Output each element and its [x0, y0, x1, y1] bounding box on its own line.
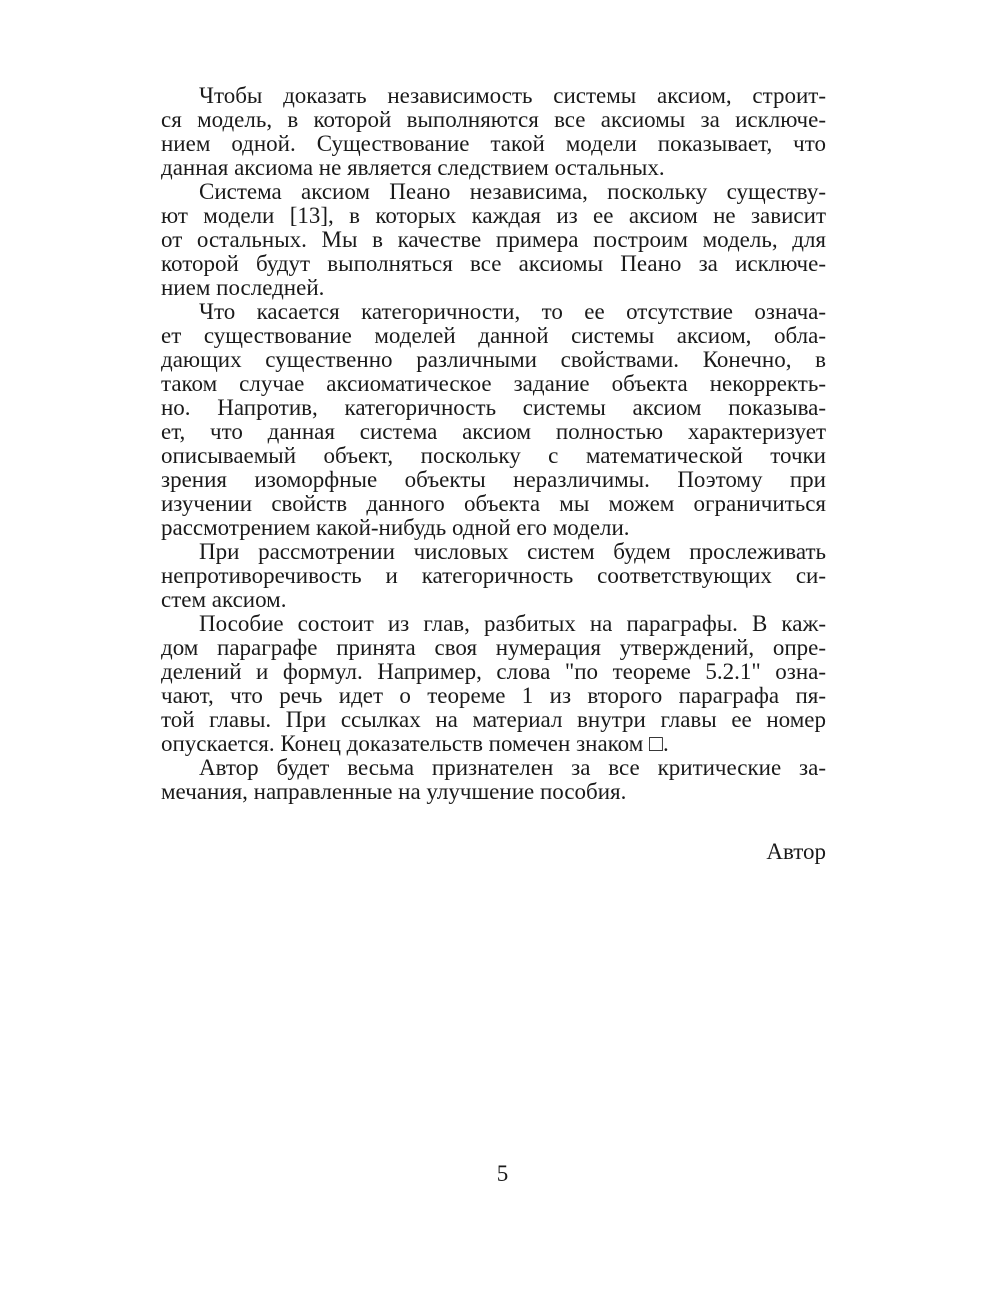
text-line: нием последней. — [161, 275, 325, 300]
text-line: дом параграфе принята своя нумерация утверждений, опре- — [161, 635, 826, 660]
text-line: зрения изоморфные объекты неразличимы. Поэтому при — [161, 467, 826, 492]
body-text — [161, 84, 826, 804]
text-line: ет, что данная система аксиом полностью характеризует — [161, 419, 826, 444]
text-line: таком случае аксиоматическое задание объекта некорректь- — [161, 371, 826, 396]
text-line: При рассмотрении числовых систем будем прослеживать — [199, 539, 826, 564]
text-line: мечания, направленные на улучшение пособия. — [161, 779, 627, 804]
text-line: ют модели [13], в которых каждая из ее аксиом не зависит — [161, 203, 826, 228]
text-line: опускается. Конец доказательств помечен знаком □. — [161, 731, 669, 756]
paragraph-number-systems — [161, 540, 826, 612]
page-number: 5 — [496, 1161, 509, 1186]
text-line: той главы. При ссылках на материал внутри главы ее номер — [161, 707, 826, 732]
text-line: ет существование моделей данной системы аксиом, обла- — [161, 323, 826, 348]
text-line: от остальных. Мы в качестве примера построим модель, для — [161, 227, 826, 252]
text-line: дающих существенно различными свойствами. Конечно, в — [161, 347, 826, 372]
text-line: ся модель, в которой выполняются все аксиомы за исключе- — [161, 107, 826, 132]
text-line: рассмотрением какой-нибудь одной его модели. — [161, 515, 630, 540]
author-signature: Автор — [766, 839, 826, 864]
text-line: описываемый объект, поскольку с математической точки — [161, 443, 826, 468]
text-line: изучении свойств данного объекта мы можем ограничиться — [161, 491, 826, 516]
text-line: делений и формул. Например, слова "по теореме 5.2.1" озна- — [161, 659, 826, 684]
text-line: Пособие состоит из глав, разбитых на параграфы. В каж- — [199, 611, 826, 636]
text-line: данная аксиома не является следствием остальных. — [161, 155, 665, 180]
text-line: нием одной. Существование такой модели показывает, что — [161, 131, 826, 156]
paragraph-independence — [161, 84, 826, 180]
text-line: стем аксиом. — [161, 587, 287, 612]
paragraph-categoricity — [161, 300, 826, 540]
text-line: чают, что речь идет о теореме 1 из второго параграфа пя- — [161, 683, 826, 708]
text-line: но. Напротив, категоричность системы аксиом показыва- — [161, 395, 826, 420]
text-line: которой будут выполняться все аксиомы Пеано за исключе- — [161, 251, 826, 276]
paragraph-structure — [161, 612, 826, 756]
paragraph-peano — [161, 180, 826, 300]
text-line: Что касается категоричности, то ее отсутствие означа- — [199, 299, 826, 324]
text-line: непротиворечивость и категоричность соответствующих си- — [161, 563, 826, 588]
text-line: Автор будет весьма признателен за все критические за- — [199, 755, 826, 780]
text-line: Система аксиом Пеано независима, поскольку существу- — [199, 179, 826, 204]
paragraph-acknowledgement — [161, 756, 826, 804]
text-line: Чтобы доказать независимость системы аксиом, строит- — [199, 83, 826, 108]
